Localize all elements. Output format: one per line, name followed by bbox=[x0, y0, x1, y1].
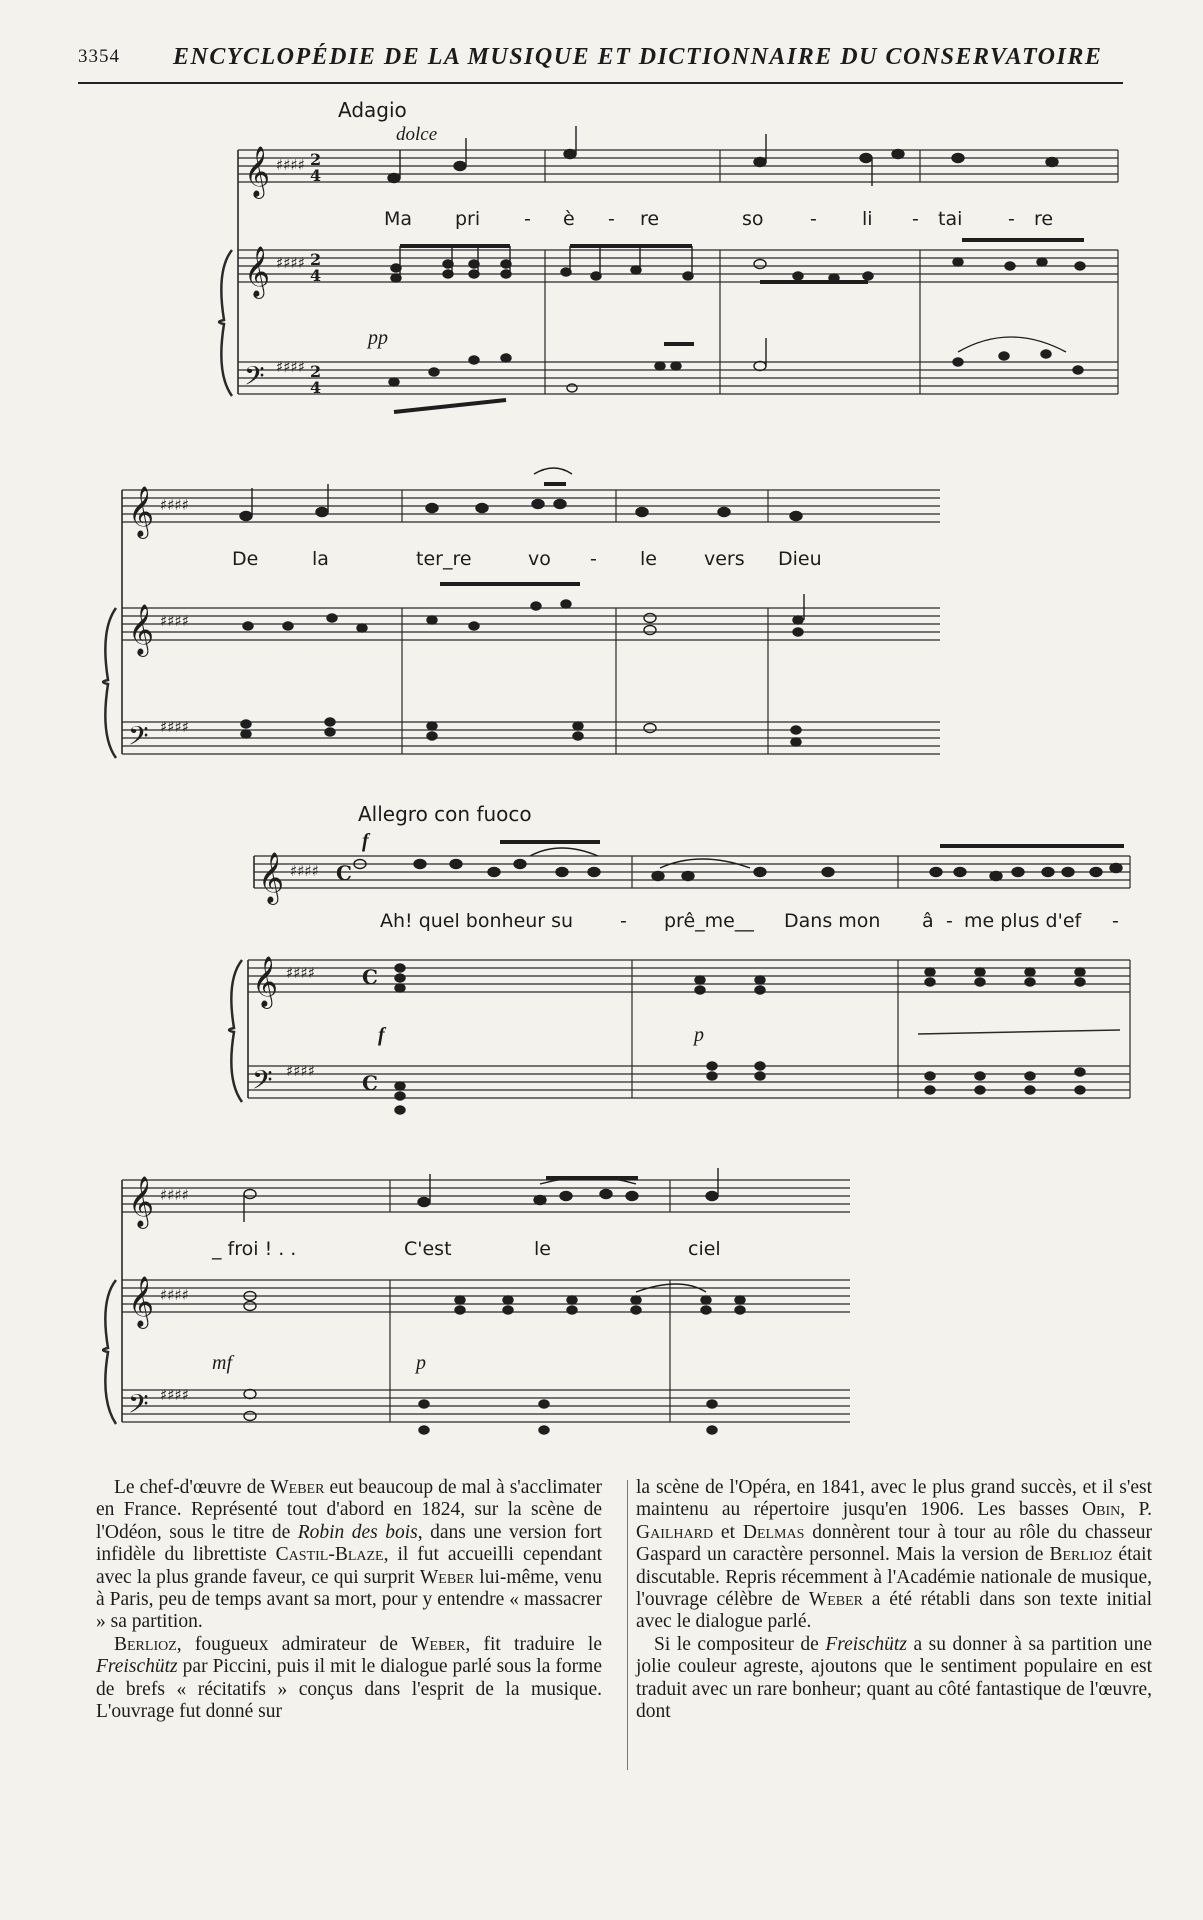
staff-lines bbox=[248, 1066, 1130, 1098]
lyric-syllable: Ma bbox=[384, 208, 413, 230]
staff-lines bbox=[122, 1390, 850, 1422]
dynamic-marking: mf bbox=[212, 1352, 232, 1374]
person-name: Berlioz bbox=[1049, 1544, 1113, 1566]
score-system-1 bbox=[0, 90, 1203, 430]
bass-clef: 𝄢 bbox=[244, 360, 265, 398]
text-run: , il fut accueilli cependant avec la plus grande faveur, ce qui surprit bbox=[96, 1544, 602, 1588]
staff-lines bbox=[248, 960, 1130, 992]
text-run: par Piccini, puis il mit le dialogue parlé sous la forme de brefs « récitatifs » conçus dans l'esprit de la musique. L'ouvrage fut donné sur bbox=[96, 1656, 602, 1723]
text-run: Si le compositeur de bbox=[654, 1633, 826, 1655]
lyric-syllable: Dans mon bbox=[784, 910, 881, 932]
svg-text:♯♯♯♯: ♯♯♯♯ bbox=[160, 1286, 190, 1304]
lyric-syllable: - bbox=[1112, 910, 1119, 932]
person-name: Weber bbox=[411, 1633, 466, 1655]
person-name: Obin bbox=[1082, 1499, 1121, 1521]
lyric-syllable: la bbox=[312, 548, 329, 570]
paragraph bbox=[636, 1634, 1152, 1724]
treble-clef: 𝄞 bbox=[244, 246, 271, 297]
person-name: Weber bbox=[270, 1477, 325, 1498]
person-name: Weber bbox=[808, 1589, 863, 1611]
lyric-syllable: â bbox=[922, 910, 934, 932]
score-system-3 bbox=[0, 800, 1203, 1120]
svg-text:𝄢: 𝄢 bbox=[128, 720, 149, 758]
page-header bbox=[78, 42, 1123, 84]
lyric-syllable: Dieu bbox=[778, 548, 822, 570]
text-run: a été rétabli dans son texte initial avec le dialogue parlé. bbox=[636, 1589, 1152, 1633]
music-staves bbox=[0, 1150, 1203, 1450]
music-staves bbox=[0, 800, 1203, 1120]
text-run: , fit traduire le bbox=[465, 1633, 602, 1655]
staff-lines bbox=[122, 1180, 850, 1212]
svg-text:C: C bbox=[362, 1071, 378, 1095]
lyric-syllable: pri bbox=[455, 208, 481, 230]
note bbox=[860, 154, 872, 163]
svg-text:𝄞: 𝄞 bbox=[128, 604, 155, 655]
lyric-syllable: ter_re bbox=[416, 548, 472, 570]
lyric-syllable: vo bbox=[528, 548, 551, 570]
dynamic-marking: f bbox=[362, 830, 369, 852]
paragraph bbox=[96, 1634, 602, 1724]
lyric-syllable: è bbox=[563, 208, 575, 230]
text-run: eut beaucoup de mal à s'acclimater en France. Représenté tout d'abord en 1824, sur la scène de l'Odéon, sous le titre de bbox=[96, 1477, 602, 1543]
score-system-4 bbox=[0, 1150, 1203, 1450]
svg-text:4: 4 bbox=[310, 378, 322, 397]
lyric-syllable: C'est bbox=[404, 1238, 452, 1260]
lyric-syllable: prê_me__ bbox=[664, 910, 754, 932]
lyric-syllable: - bbox=[810, 208, 817, 230]
work-title: Freischütz bbox=[825, 1633, 907, 1655]
svg-text:𝄢: 𝄢 bbox=[252, 1064, 273, 1102]
key-signature: ♯♯♯♯ bbox=[276, 156, 306, 174]
lyric-syllable: re bbox=[640, 208, 660, 230]
text-run: lui-même, venu à Paris, peu de temps avant sa mort, pour y entendre « massacrer » sa partition. bbox=[96, 1566, 602, 1633]
running-title: ENCYCLOPÉDIE DE LA MUSIQUE ET DICTIONNAIRE DU CONSERVATOIRE bbox=[173, 44, 1103, 70]
text-column-left bbox=[96, 1477, 602, 1723]
svg-text:4: 4 bbox=[310, 266, 322, 285]
note bbox=[1046, 158, 1058, 167]
svg-text:C: C bbox=[362, 965, 378, 989]
lyric-syllable: me plus d'ef bbox=[964, 910, 1082, 932]
dynamic-marking: p bbox=[694, 1024, 704, 1046]
svg-text:♯♯♯♯: ♯♯♯♯ bbox=[160, 1386, 190, 1404]
svg-text:♯♯♯♯: ♯♯♯♯ bbox=[160, 496, 190, 514]
text-run: était discutable. Repris récemment à l'Académie nationale de musique, l'ouvrage célèbre de bbox=[636, 1544, 1152, 1611]
work-title: Robin des bois bbox=[297, 1521, 418, 1543]
person-name: Delmas bbox=[742, 1521, 805, 1543]
page-number: 3354 bbox=[78, 46, 120, 67]
text-run: , P. bbox=[1120, 1499, 1153, 1521]
tempo-marking: Allegro con fuoco bbox=[358, 802, 532, 826]
lyric-syllable: - bbox=[590, 548, 597, 570]
text-run: a su donner à sa partition une jolie couleur agreste, ajoutons que le sentiment populaire en est traduit avec un rare bonheur; quant au côté fantastique de l'œuvre, dont bbox=[636, 1633, 1152, 1723]
note bbox=[754, 158, 766, 167]
column-divider bbox=[627, 1480, 628, 1770]
score-system-2 bbox=[0, 460, 1203, 780]
staff-lines bbox=[238, 150, 1118, 182]
svg-text:♯♯♯♯: ♯♯♯♯ bbox=[160, 718, 190, 736]
text-run: , fougueux admirateur de bbox=[176, 1633, 412, 1655]
svg-text:2: 2 bbox=[310, 250, 322, 269]
lyric-syllable: - bbox=[620, 910, 627, 932]
svg-text:♯♯♯♯: ♯♯♯♯ bbox=[286, 964, 316, 982]
person-name: Berlioz bbox=[114, 1633, 177, 1655]
lyric-syllable: - bbox=[608, 208, 615, 230]
text-run: la scène de l'Opéra, en 1841, avec le plus grand succès, et il s'est maintenu au répertoire jusqu'en 1906. Les basses bbox=[636, 1477, 1152, 1521]
text-column-right bbox=[636, 1477, 1152, 1723]
lyric-syllable: vers bbox=[704, 548, 745, 570]
svg-text:2: 2 bbox=[310, 362, 322, 381]
text-run: , dans une version fort infidèle du librettiste bbox=[96, 1521, 602, 1566]
person-name: Weber bbox=[419, 1566, 475, 1588]
time-signature: 2 bbox=[310, 150, 322, 169]
expression-marking: dolce bbox=[396, 124, 438, 145]
svg-text:♯♯♯♯: ♯♯♯♯ bbox=[160, 1186, 190, 1204]
lyric-syllable: le bbox=[640, 548, 657, 570]
lyric-syllable: re bbox=[1034, 208, 1054, 230]
svg-text:𝄞: 𝄞 bbox=[128, 486, 155, 537]
paragraph bbox=[636, 1477, 1152, 1634]
note bbox=[892, 150, 904, 159]
lyric-syllable: le bbox=[534, 1238, 551, 1260]
lyric-syllable: - bbox=[912, 208, 919, 230]
text-run: donnèrent tour à tour au rôle du chasseur Gaspard un caractère personnel. Mais la version de bbox=[636, 1521, 1152, 1566]
note bbox=[388, 174, 400, 183]
work-title: Freischütz bbox=[96, 1656, 178, 1678]
svg-text:𝄞: 𝄞 bbox=[252, 956, 279, 1007]
key-signature: ♯♯♯♯ bbox=[276, 358, 306, 376]
text-run: Le chef-d'œuvre de bbox=[114, 1477, 271, 1498]
dynamic-marking: f bbox=[378, 1024, 385, 1046]
dynamic-marking: p bbox=[416, 1352, 426, 1374]
svg-text:𝄢: 𝄢 bbox=[128, 1388, 149, 1426]
lyric-syllable: _ froi ! . . bbox=[212, 1238, 297, 1260]
key-signature: ♯♯♯♯ bbox=[276, 254, 306, 272]
lyric-syllable: - bbox=[1008, 208, 1015, 230]
note bbox=[454, 162, 466, 171]
dynamic-marking: pp bbox=[368, 327, 388, 349]
staff-lines bbox=[238, 250, 1118, 282]
note bbox=[952, 154, 964, 163]
svg-text:𝄞: 𝄞 bbox=[128, 1176, 155, 1227]
lyric-syllable: so bbox=[742, 208, 764, 230]
svg-text:C: C bbox=[336, 861, 352, 885]
lyric-syllable: - bbox=[946, 910, 953, 932]
lyric-syllable: tai bbox=[938, 208, 963, 230]
treble-clef: 𝄞 bbox=[244, 146, 271, 197]
tempo-marking: Adagio bbox=[338, 98, 407, 122]
svg-text:𝄞: 𝄞 bbox=[128, 1276, 155, 1327]
svg-text:𝄞: 𝄞 bbox=[258, 852, 285, 903]
lyric-syllable: ciel bbox=[688, 1238, 721, 1260]
music-staves bbox=[0, 90, 1203, 430]
svg-text:♯♯♯♯: ♯♯♯♯ bbox=[160, 612, 190, 630]
music-staves bbox=[0, 460, 1203, 780]
text-run: et bbox=[713, 1521, 743, 1543]
svg-text:4: 4 bbox=[310, 166, 322, 185]
person-name: Castil-Blaze bbox=[275, 1544, 384, 1566]
note bbox=[564, 150, 576, 159]
paragraph bbox=[96, 1477, 602, 1634]
svg-text:♯♯♯♯: ♯♯♯♯ bbox=[290, 862, 320, 880]
lyric-syllable: - bbox=[524, 208, 531, 230]
svg-text:♯♯♯♯: ♯♯♯♯ bbox=[286, 1062, 316, 1080]
lyric-syllable: li bbox=[862, 208, 873, 230]
lyric-syllable: De bbox=[232, 548, 259, 570]
person-name: Gailhard bbox=[636, 1521, 714, 1543]
lyric-syllable: Ah! quel bonheur su bbox=[380, 910, 574, 932]
